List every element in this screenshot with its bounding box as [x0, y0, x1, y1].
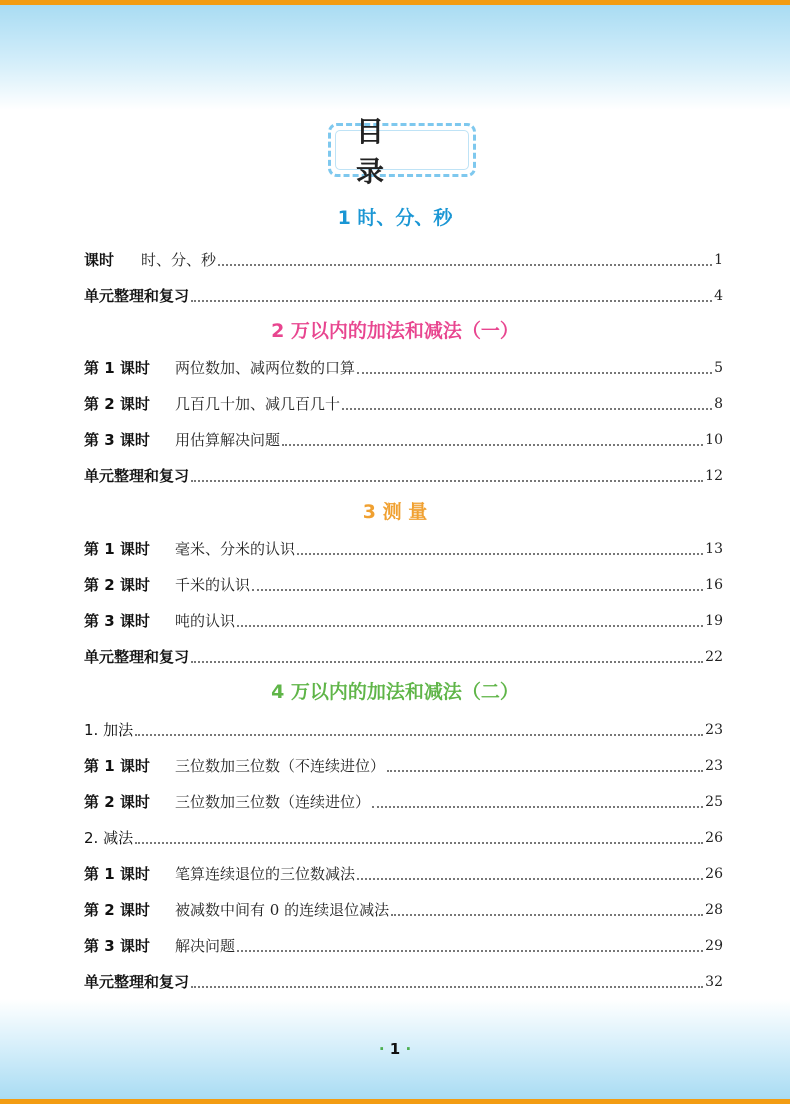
entry-page: 19 — [705, 613, 723, 629]
page-number-dot-right: · — [405, 1040, 412, 1058]
entry-label: 第 2 课时 — [84, 901, 150, 919]
entry-label: 1. 加法 — [84, 721, 134, 739]
dot-leader — [357, 371, 712, 374]
toc-entry[interactable] — [84, 607, 723, 631]
dot-leader — [218, 263, 712, 266]
toc-entry[interactable] — [84, 752, 723, 776]
entry-page: 10 — [705, 432, 723, 448]
dot-leader — [237, 624, 703, 627]
toc-entry[interactable] — [84, 462, 723, 486]
entry-page: 8 — [714, 396, 723, 412]
toc-entry[interactable] — [84, 643, 723, 667]
page-number-value: 1 — [389, 1040, 401, 1058]
dot-leader — [191, 660, 703, 663]
dot-leader — [191, 299, 712, 302]
toc-entry[interactable] — [84, 390, 723, 414]
entry-label: 第 3 课时 — [84, 431, 150, 449]
dot-leader — [252, 588, 703, 591]
toc-entry[interactable] — [84, 788, 723, 812]
toc-entry[interactable] — [84, 968, 723, 992]
entry-title: 毫米、分米的认识 — [175, 540, 296, 558]
toc-entry[interactable] — [84, 282, 723, 306]
entry-title: 几百几十加、减几百几十 — [175, 395, 341, 413]
entry-page: 25 — [705, 794, 723, 810]
toc-entry[interactable] — [84, 354, 723, 378]
entry-label: 单元整理和复习 — [84, 648, 190, 666]
toc-entry[interactable] — [84, 896, 723, 920]
dot-leader — [342, 407, 712, 410]
entry-page: 1 — [714, 252, 723, 268]
toc-entry[interactable] — [84, 571, 723, 595]
dot-leader — [237, 949, 703, 952]
dot-leader — [191, 479, 703, 482]
dot-leader — [372, 805, 703, 808]
entry-page: 5 — [714, 360, 723, 376]
unit-4-heading: 4 万以内的加法和减法（二） — [271, 681, 519, 703]
top-gradient-band — [0, 5, 790, 110]
toc-entry[interactable] — [84, 824, 723, 848]
entry-title: 吨的认识 — [175, 612, 236, 630]
page-title: 目 录 — [335, 130, 469, 170]
entry-label: 第 2 课时 — [84, 793, 150, 811]
toc-entry[interactable] — [84, 716, 723, 740]
toc-entry[interactable] — [84, 932, 723, 956]
dot-leader — [135, 841, 703, 844]
entry-label: 单元整理和复习 — [84, 287, 190, 305]
entry-page: 16 — [705, 577, 723, 593]
entry-page: 32 — [705, 974, 723, 990]
entry-title: 三位数加三位数（不连续进位） — [175, 757, 386, 775]
dot-leader — [297, 552, 703, 555]
entry-title: 笔算连续退位的三位数减法 — [175, 865, 356, 883]
dot-leader — [387, 769, 703, 772]
dot-leader — [357, 877, 703, 880]
bottom-orange-bar — [0, 1099, 790, 1104]
entry-page: 22 — [705, 649, 723, 665]
toc-entry[interactable] — [84, 246, 723, 270]
dot-leader — [282, 443, 703, 446]
dot-leader — [135, 733, 703, 736]
entry-label: 课时 — [84, 251, 115, 269]
dot-leader — [191, 985, 703, 988]
page-number-dot-left: · — [378, 1040, 385, 1058]
entry-title: 两位数加、减两位数的口算 — [175, 359, 356, 377]
entry-page: 28 — [705, 902, 723, 918]
toc-entry[interactable] — [84, 426, 723, 450]
toc-entry[interactable] — [84, 860, 723, 884]
entry-page: 4 — [714, 288, 723, 304]
entry-page: 12 — [705, 468, 723, 484]
unit-1-heading: 1 时、分、秒 — [337, 207, 453, 229]
entry-label: 第 2 课时 — [84, 576, 150, 594]
entry-label: 单元整理和复习 — [84, 973, 190, 991]
dot-leader — [391, 913, 703, 916]
entry-title: 用估算解决问题 — [175, 431, 281, 449]
entry-page: 23 — [705, 758, 723, 774]
unit-3-heading: 3 测 量 — [362, 501, 428, 523]
entry-label: 第 3 课时 — [84, 937, 150, 955]
entry-label: 第 1 课时 — [84, 540, 150, 558]
entry-label: 2. 减法 — [84, 829, 134, 847]
unit-2-heading: 2 万以内的加法和减法（一） — [271, 320, 519, 342]
entry-page: 23 — [705, 722, 723, 738]
entry-label: 第 1 课时 — [84, 865, 150, 883]
entry-label: 单元整理和复习 — [84, 467, 190, 485]
toc-entry[interactable] — [84, 535, 723, 559]
entry-page: 29 — [705, 938, 723, 954]
title-frame — [328, 115, 476, 188]
entry-title: 千米的认识 — [175, 576, 251, 594]
entry-title: 解决问题 — [175, 937, 236, 955]
entry-page: 26 — [705, 866, 723, 882]
entry-label: 第 2 课时 — [84, 395, 150, 413]
entry-label: 第 1 课时 — [84, 359, 150, 377]
page-number — [0, 1040, 790, 1058]
entry-label: 第 3 课时 — [84, 612, 150, 630]
entry-page: 26 — [705, 830, 723, 846]
entry-title: 三位数加三位数（连续进位） — [175, 793, 371, 811]
entry-page: 13 — [705, 541, 723, 557]
entry-title: 被减数中间有 0 的连续退位减法 — [175, 901, 390, 919]
entry-label: 第 1 课时 — [84, 757, 150, 775]
entry-title: 时、分、秒 — [141, 251, 217, 269]
